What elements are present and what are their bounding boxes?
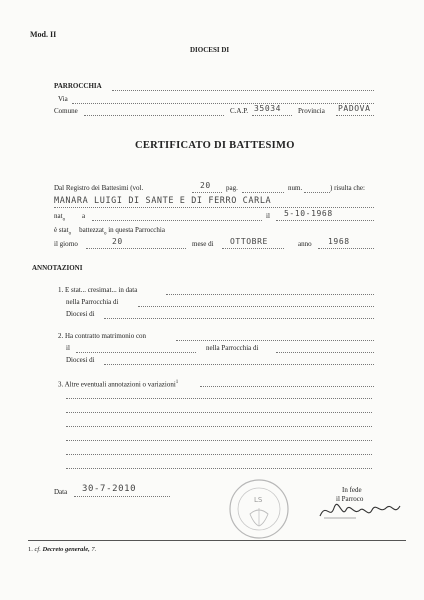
svg-text:LS: LS xyxy=(254,496,263,504)
item2-parrocchia-field[interactable] xyxy=(276,352,374,353)
provincia-label: Provincia xyxy=(298,107,325,115)
il-label: il xyxy=(266,212,270,220)
footnote xyxy=(28,545,96,554)
battezzato-line xyxy=(54,226,165,238)
name-field[interactable] xyxy=(54,207,374,208)
diocesi-label: DIOCESI DI xyxy=(190,46,230,54)
registry-intro-end: ) risulta che: xyxy=(330,184,365,192)
item1-diocesi-field[interactable] xyxy=(104,318,374,319)
data-field[interactable] xyxy=(74,496,170,497)
parrocchia-label: PARROCCHIA xyxy=(54,82,102,90)
annotation-line[interactable] xyxy=(66,454,372,455)
num-label: num. xyxy=(288,184,303,192)
stato-b: o xyxy=(68,231,72,237)
a-label: a xyxy=(82,212,86,220)
cap-value: 35034 xyxy=(254,104,282,113)
in-fede: In fede xyxy=(342,486,362,494)
annotation-line[interactable] xyxy=(66,398,372,399)
pag-label: pag. xyxy=(226,184,238,192)
annotazioni-heading: ANNOTAZIONI xyxy=(32,264,83,272)
il-parroco: il Parroco xyxy=(336,495,364,503)
stato-a: è stat xyxy=(54,226,69,234)
stato-e: in questa Parrocchia xyxy=(108,226,165,234)
comune-field[interactable] xyxy=(84,115,224,116)
item3-text: 3. Altre eventuali annotazioni o variazioni xyxy=(58,380,176,389)
birth-date: 5-10-1968 xyxy=(284,209,333,218)
provincia-value: PADOVA xyxy=(338,104,371,113)
mese-label: mese di xyxy=(192,240,214,248)
annotation-line[interactable] xyxy=(66,440,372,441)
cap-label: C.A.P. xyxy=(230,107,249,115)
item2-label: 2. Ha contratto matrimonio con xyxy=(58,332,147,340)
num-field[interactable] xyxy=(304,192,330,193)
person-name: MANARA LUIGI DI SANTE E DI FERRO CARLA xyxy=(54,196,272,206)
birthdate-field[interactable] xyxy=(276,220,374,221)
giorno-value: 20 xyxy=(112,237,123,246)
nato-text: nat xyxy=(54,212,63,220)
form-code: Mod. II xyxy=(30,30,57,39)
provincia-field[interactable] xyxy=(336,115,374,116)
footnote-cf: cf. xyxy=(34,546,41,553)
item3-footnote-ref: 1 xyxy=(175,380,179,385)
stato-c: battezzat xyxy=(79,226,104,234)
item1-parrocchia-field[interactable] xyxy=(138,306,374,307)
anno-field[interactable] xyxy=(318,248,374,249)
cap-field[interactable] xyxy=(252,115,292,116)
footnote-article: 7. xyxy=(91,546,97,553)
nato-suffix: o xyxy=(62,217,66,223)
marriage-date-field[interactable] xyxy=(76,352,196,353)
document-title: CERTIFICATO DI BATTESIMO xyxy=(135,140,295,151)
annotation-line[interactable] xyxy=(66,412,372,413)
mese-field[interactable] xyxy=(222,248,284,249)
parroco-signature xyxy=(316,498,404,522)
giorno-field[interactable] xyxy=(86,248,186,249)
nato-label xyxy=(54,212,65,224)
item3-field-0[interactable] xyxy=(200,386,374,387)
anno-label: anno xyxy=(298,240,312,248)
stato-d: o xyxy=(103,231,107,237)
vol-field[interactable] xyxy=(192,192,222,193)
footnote-divider xyxy=(28,540,406,541)
footnote-decreto: Decreto generale, xyxy=(42,546,90,553)
via-field[interactable] xyxy=(72,103,374,104)
spouse-field[interactable] xyxy=(176,340,374,341)
parish-seal xyxy=(228,478,290,540)
annotation-line[interactable] xyxy=(66,468,372,469)
anno-value: 1968 xyxy=(328,237,350,246)
item2-parrocchia-label: nella Parrocchia di xyxy=(206,344,259,352)
cresima-date-field[interactable] xyxy=(166,294,374,295)
item1-diocesi-label: Diocesi di xyxy=(66,310,95,318)
pag-field[interactable] xyxy=(242,192,284,193)
parrocchia-field[interactable] xyxy=(112,90,374,91)
item1-parrocchia-label: nella Parrocchia di xyxy=(66,298,119,306)
data-label: Data xyxy=(54,488,68,496)
item3-label xyxy=(58,378,178,389)
giorno-label: il giorno xyxy=(54,240,78,248)
registry-intro: Dal Registro dei Battesimi (vol. xyxy=(54,184,144,192)
footnote-num: 1. xyxy=(28,546,33,553)
data-value: 30-7-2010 xyxy=(82,484,137,494)
annotation-line[interactable] xyxy=(66,426,372,427)
via-label: Via xyxy=(58,95,68,103)
item1-label: 1. E stat... cresimat... in data xyxy=(58,286,138,294)
item2-diocesi-field[interactable] xyxy=(104,364,374,365)
comune-label: Comune xyxy=(54,107,78,115)
vol-value: 20 xyxy=(200,181,211,190)
mese-value: OTTOBRE xyxy=(230,237,268,246)
item2-diocesi-label: Diocesi di xyxy=(66,356,95,364)
birthplace-field[interactable] xyxy=(92,220,262,221)
item2-il-label: il xyxy=(66,344,70,352)
